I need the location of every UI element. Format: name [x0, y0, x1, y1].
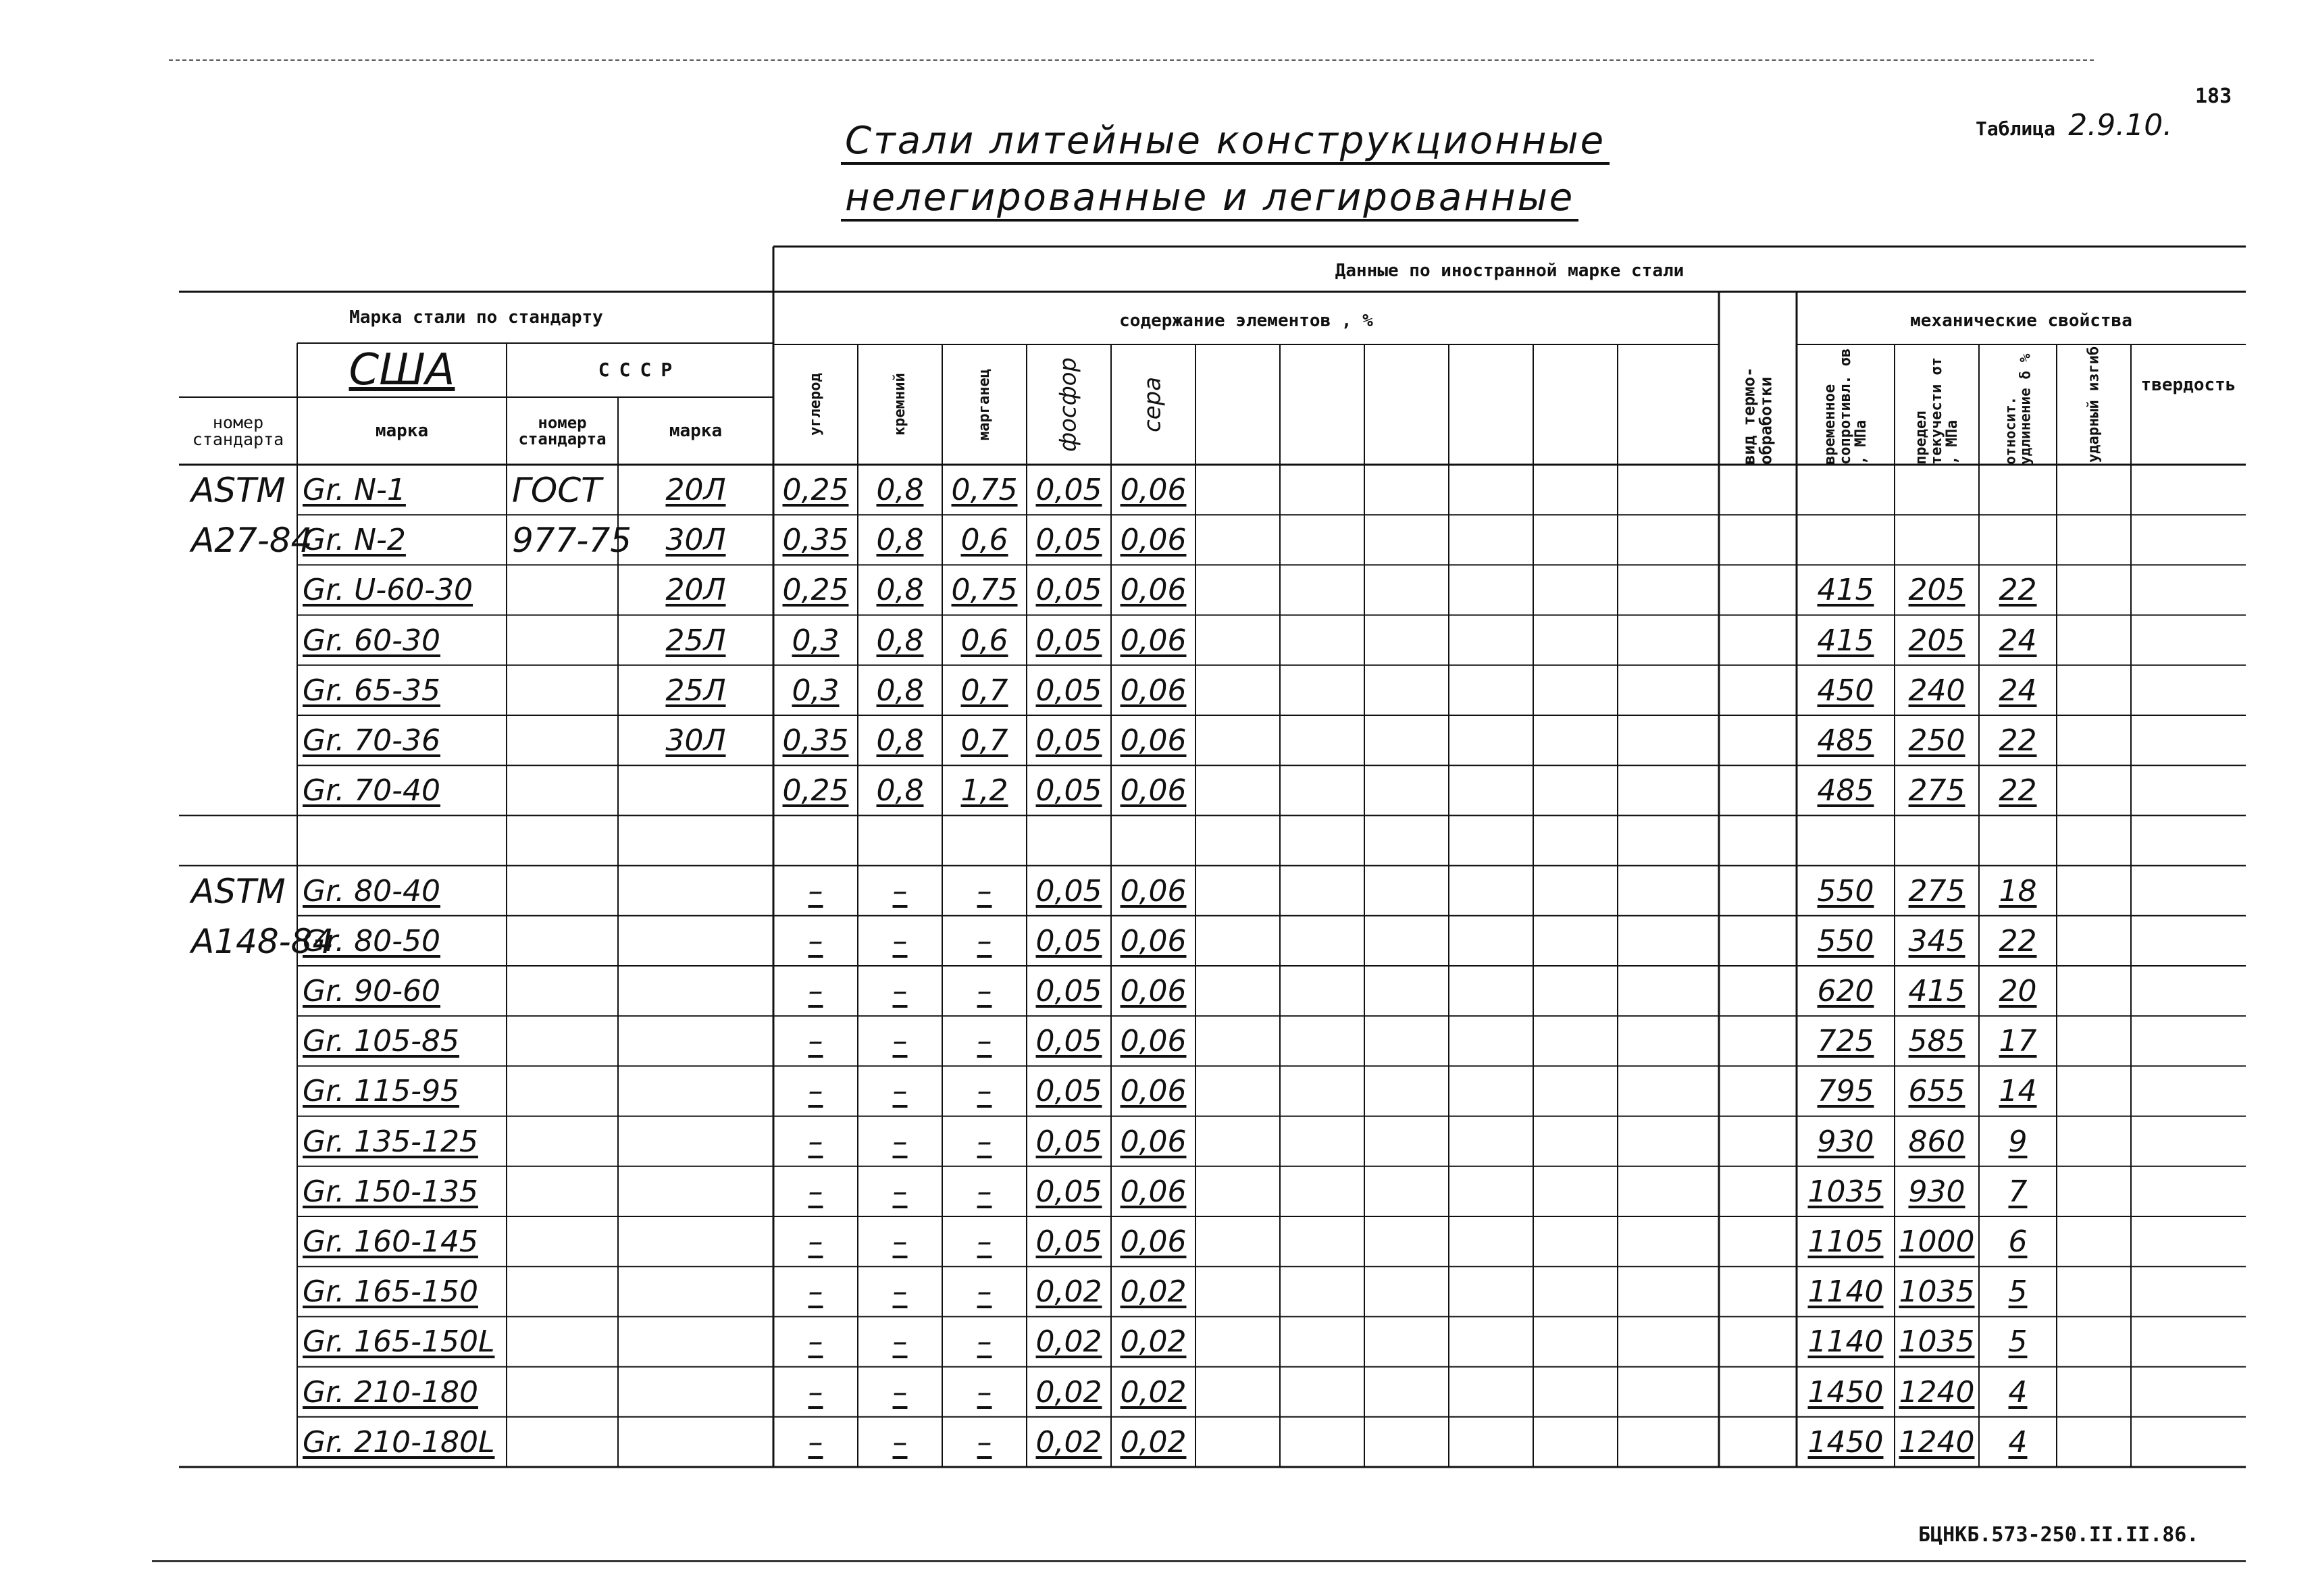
cell-std-number: [179, 768, 297, 814]
cell-silicon: –: [892, 1174, 908, 1209]
cell-ussr-grade: [618, 869, 773, 915]
cell-manganese: 0,75: [951, 573, 1018, 608]
cell-carbon: 0,3: [792, 623, 840, 658]
header-yield: предел текучести σт , МПа: [1912, 357, 1961, 465]
header-usa: США: [349, 345, 455, 395]
cell-carbon: 0,3: [792, 673, 840, 708]
cell-yield-strength: 1240: [1899, 1424, 1975, 1460]
cell-std-number: [179, 668, 297, 714]
cell-carbon: –: [808, 873, 823, 908]
cell-manganese: –: [977, 1074, 992, 1109]
cell-tensile-strength: [1797, 467, 1895, 513]
header-composition: содержание элементов , %: [1119, 311, 1373, 331]
cell-yield-strength: [1895, 818, 1979, 864]
cell-elongation: 22: [1999, 723, 2037, 758]
cell-tensile-strength: 930: [1817, 1124, 1874, 1159]
header-element-phosphorus: фосфор: [1054, 357, 1082, 453]
cell-tensile-strength: 485: [1817, 723, 1874, 758]
cell-std-number: [179, 1069, 297, 1114]
document-code: БЦНКБ.573-250.II.II.86.: [1918, 1523, 2199, 1547]
cell-s-sulfur: 0,06: [1120, 773, 1187, 808]
cell-elongation: 6: [2008, 1225, 2028, 1260]
cell-manganese: –: [977, 974, 992, 1009]
cell-s-sulfur: 0,06: [1120, 873, 1187, 908]
header-element-carbon: углерод: [806, 373, 824, 436]
cell-ussr-grade: 25Л: [665, 673, 726, 708]
cell-std-number: [179, 1019, 297, 1064]
cell-std-number: [179, 818, 297, 864]
table-ref-number: 2.9.10.: [2068, 108, 2173, 143]
cell-yield-strength: [1895, 517, 1979, 563]
cell-phosphorus: 0,02: [1035, 1324, 1102, 1360]
cell-carbon: –: [808, 1374, 823, 1410]
cell-grade: Gr. 70-36: [303, 723, 440, 758]
cell-tensile-strength: 1035: [1807, 1174, 1884, 1209]
cell-manganese: 0,6: [960, 623, 1008, 658]
cell-ussr-grade: [618, 1370, 773, 1416]
cell-yield-strength: 275: [1908, 873, 1965, 908]
header-element-manganese: марганец: [975, 369, 993, 440]
cell-phosphorus: 0,05: [1035, 1024, 1102, 1059]
cell-ussr-std-number: 977-75: [512, 521, 632, 561]
cell-elongation: 18: [1999, 873, 2037, 908]
cell-yield-strength: 205: [1908, 573, 1965, 608]
cell-silicon: –: [892, 1324, 908, 1360]
cell-phosphorus: 0,05: [1035, 473, 1102, 508]
cell-grade: Gr. 165-150L: [303, 1324, 495, 1360]
cell-yield-strength: 1035: [1899, 1324, 1975, 1360]
cell-carbon: –: [808, 1324, 823, 1360]
cell-ussr-std-number: [507, 768, 618, 814]
header-steel-grade-by-standard: Марка стали по стандарту: [349, 307, 603, 328]
cell-elongation: 9: [2008, 1124, 2028, 1159]
cell-elongation: 4: [2008, 1374, 2028, 1410]
cell-s-sulfur: 0,06: [1120, 1225, 1187, 1260]
cell-manganese: [942, 818, 1027, 864]
cell-std-number: [179, 718, 297, 764]
cell-silicon: –: [892, 1374, 908, 1410]
header-grade: марка: [375, 421, 429, 441]
cell-manganese: –: [977, 1275, 992, 1310]
cell-s-sulfur: 0,02: [1120, 1424, 1187, 1460]
cell-ussr-grade: 25Л: [665, 623, 726, 658]
cell-phosphorus: 0,05: [1035, 573, 1102, 608]
cell-silicon: –: [892, 923, 908, 958]
cell-s-sulfur: 0,06: [1120, 473, 1187, 508]
cell-ussr-std-number: [507, 618, 618, 664]
cell-s-sulfur: 0,06: [1120, 1024, 1187, 1059]
cell-std-number: [179, 1420, 297, 1466]
cell-silicon: –: [892, 1424, 908, 1460]
cell-yield-strength: 205: [1908, 623, 1965, 658]
cell-ussr-grade: [618, 1019, 773, 1064]
cell-ussr-std-number: [507, 1019, 618, 1064]
cell-tensile-strength: 550: [1817, 923, 1874, 958]
cell-manganese: 1,2: [960, 773, 1008, 808]
cell-tensile-strength: [1797, 517, 1895, 563]
cell-phosphorus: 0,05: [1035, 673, 1102, 708]
cell-ussr-std-number: [507, 869, 618, 915]
cell-phosphorus: 0,05: [1035, 923, 1102, 958]
cell-ussr-grade: [618, 1169, 773, 1215]
cell-yield-strength: 930: [1908, 1174, 1965, 1209]
cell-s-sulfur: 0,06: [1120, 1074, 1187, 1109]
cell-elongation: 24: [1999, 673, 2037, 708]
cell-elongation: 22: [1999, 573, 2037, 608]
cell-s-sulfur: 0,02: [1120, 1275, 1187, 1310]
cell-grade: Gr. 150-135: [303, 1174, 478, 1209]
header-std-number: [179, 397, 297, 465]
cell-elongation: 24: [1999, 623, 2037, 658]
cell-s-sulfur: 0,02: [1120, 1374, 1187, 1410]
cell-phosphorus: 0,05: [1035, 1225, 1102, 1260]
cell-grade: Gr. 105-85: [303, 1024, 459, 1059]
cell-elongation: [1979, 818, 2057, 864]
cell-phosphorus: 0,02: [1035, 1374, 1102, 1410]
cell-phosphorus: 0,05: [1035, 974, 1102, 1009]
cell-grade: Gr. N-2: [303, 523, 406, 558]
cell-std-number: [179, 1169, 297, 1215]
cell-phosphorus: 0,02: [1035, 1275, 1102, 1310]
cell-ussr-grade: [618, 768, 773, 814]
cell-grade: Gr. 210-180L: [303, 1424, 495, 1460]
cell-silicon: 0,8: [876, 673, 924, 708]
cell-yield-strength: 415: [1908, 974, 1965, 1009]
cell-manganese: –: [977, 1124, 992, 1159]
header-ussr-std-number-text: номер стандарта: [518, 413, 607, 448]
cell-tensile-strength: 1450: [1807, 1424, 1884, 1460]
cell-yield-strength: 275: [1908, 773, 1965, 808]
cell-s-sulfur: 0,06: [1120, 974, 1187, 1009]
header-element-silicon: кремний: [891, 373, 908, 436]
cell-tensile-strength: 1140: [1807, 1324, 1884, 1360]
cell-grade: Gr. 80-50: [303, 923, 440, 958]
cell-ussr-std-number: [507, 1370, 618, 1416]
cell-elongation: 7: [2008, 1174, 2028, 1209]
cell-carbon: –: [808, 974, 823, 1009]
cell-std-number: A27-84: [191, 521, 313, 561]
cell-carbon: –: [808, 1024, 823, 1059]
cell-tensile-strength: 485: [1817, 773, 1874, 808]
cell-grade: Gr. U-60-30: [303, 573, 473, 608]
cell-ussr-grade: [618, 1119, 773, 1165]
cell-manganese: –: [977, 923, 992, 958]
cell-silicon: –: [892, 1024, 908, 1059]
cell-s-sulfur: [1111, 818, 1195, 864]
cell-elongation: 5: [2008, 1275, 2028, 1310]
cell-ussr-grade: [618, 1069, 773, 1114]
page-number: 183: [2195, 84, 2232, 108]
cell-silicon: 0,8: [876, 723, 924, 758]
cell-ussr-std-number: [507, 668, 618, 714]
cell-ussr-std-number: [507, 1269, 618, 1315]
cell-manganese: –: [977, 1174, 992, 1209]
cell-carbon: –: [808, 1174, 823, 1209]
cell-manganese: 0,75: [951, 473, 1018, 508]
cell-ussr-std-number: [507, 969, 618, 1014]
cell-grade: Gr. 160-145: [303, 1225, 478, 1260]
cell-ussr-std-number: ГОСТ: [512, 471, 602, 511]
header-ussr-std-number: [507, 397, 618, 465]
cell-carbon: 0,35: [782, 723, 849, 758]
cell-ussr-std-number: [507, 1319, 618, 1365]
cell-silicon: –: [892, 1074, 908, 1109]
cell-manganese: 0,7: [960, 673, 1008, 708]
cell-elongation: [1979, 467, 2057, 513]
cell-carbon: –: [808, 1424, 823, 1460]
cell-grade: Gr. 115-95: [303, 1074, 459, 1109]
cell-yield-strength: 860: [1908, 1124, 1965, 1159]
cell-ussr-grade: 20Л: [665, 473, 726, 508]
header-elongation: относит. удлинение δ %: [2002, 353, 2034, 465]
cell-yield-strength: 585: [1908, 1024, 1965, 1059]
cell-elongation: 22: [1999, 773, 2037, 808]
cell-tensile-strength: 1140: [1807, 1275, 1884, 1310]
cell-tensile-strength: 550: [1817, 873, 1874, 908]
cell-std-number: [179, 969, 297, 1014]
cell-elongation: 4: [2008, 1424, 2028, 1460]
cell-silicon: 0,8: [876, 473, 924, 508]
cell-phosphorus: [1027, 818, 1111, 864]
cell-carbon: 0,35: [782, 523, 849, 558]
cell-manganese: –: [977, 1374, 992, 1410]
cell-carbon: –: [808, 923, 823, 958]
cell-std-number: [179, 1319, 297, 1365]
cell-ussr-std-number: [507, 1169, 618, 1215]
cell-ussr-std-number: [507, 718, 618, 764]
cell-s-sulfur: 0,02: [1120, 1324, 1187, 1360]
cell-std-number: A148-84: [191, 921, 334, 961]
header-ussr: СССР: [598, 359, 682, 381]
cell-yield-strength: 1035: [1899, 1275, 1975, 1310]
cell-phosphorus: 0,05: [1035, 873, 1102, 908]
cell-ussr-grade: [618, 1219, 773, 1265]
cell-ussr-grade: [618, 1319, 773, 1365]
cell-ussr-std-number: [507, 1420, 618, 1466]
header-impact: ударный изгиб: [2085, 346, 2103, 463]
cell-yield-strength: 345: [1908, 923, 1965, 958]
cell-phosphorus: 0,02: [1035, 1424, 1102, 1460]
title-line-2: нелегированные и легированные: [841, 177, 1578, 222]
cell-s-sulfur: 0,06: [1120, 723, 1187, 758]
cell-ussr-std-number: [507, 1219, 618, 1265]
cell-tensile-strength: 620: [1817, 974, 1874, 1009]
cell-silicon: –: [892, 1275, 908, 1310]
cell-ussr-grade: [618, 919, 773, 964]
header-heat-treatment: вид термо-обработки: [1739, 367, 1776, 465]
cell-phosphorus: 0,05: [1035, 1074, 1102, 1109]
cell-ussr-grade: [618, 969, 773, 1014]
cell-ussr-grade: [618, 1269, 773, 1315]
cell-silicon: 0,8: [876, 773, 924, 808]
cell-carbon: –: [808, 1225, 823, 1260]
cell-ussr-grade: [618, 1420, 773, 1466]
cell-phosphorus: 0,05: [1035, 773, 1102, 808]
header-tensile: временное сопротивл. σв , МПа: [1821, 348, 1870, 465]
cell-grade: Gr. 60-30: [303, 623, 440, 658]
cell-tensile-strength: 725: [1817, 1024, 1874, 1059]
cell-ussr-std-number: [507, 1069, 618, 1114]
cell-std-number: ASTM: [191, 471, 286, 511]
cell-carbon: [773, 818, 858, 864]
header-std-number-text: номер стандарта: [192, 413, 284, 449]
cell-std-number: ASTM: [191, 871, 286, 911]
cell-ussr-std-number: [507, 818, 618, 864]
cell-elongation: 20: [1999, 974, 2037, 1009]
cell-std-number: [179, 1370, 297, 1416]
header-foreign-data: Данные по иностранной марке стали: [1335, 261, 1685, 281]
cell-grade: [297, 818, 507, 864]
cell-manganese: –: [977, 1324, 992, 1360]
cell-silicon: 0,8: [876, 523, 924, 558]
cell-tensile-strength: 415: [1817, 623, 1874, 658]
cell-tensile-strength: 415: [1817, 573, 1874, 608]
cell-silicon: 0,8: [876, 623, 924, 658]
cell-yield-strength: 1000: [1899, 1225, 1975, 1260]
cell-tensile-strength: 795: [1817, 1074, 1874, 1109]
title-line-1: Стали литейные конструкционные: [841, 120, 1610, 165]
cell-grade: Gr. 65-35: [303, 673, 440, 708]
cell-s-sulfur: 0,06: [1120, 523, 1187, 558]
header-hardness: твердость: [2140, 375, 2236, 395]
cell-ussr-grade: 30Л: [665, 723, 726, 758]
header-mech-props: механические свойства: [1910, 311, 2132, 331]
cell-tensile-strength: 450: [1817, 673, 1874, 708]
cell-elongation: 22: [1999, 923, 2037, 958]
cell-silicon: –: [892, 1225, 908, 1260]
cell-manganese: 0,7: [960, 723, 1008, 758]
cell-phosphorus: 0,05: [1035, 1124, 1102, 1159]
cell-s-sulfur: 0,06: [1120, 573, 1187, 608]
cell-manganese: –: [977, 1225, 992, 1260]
cell-silicon: [858, 818, 942, 864]
cell-s-sulfur: 0,06: [1120, 1174, 1187, 1209]
cell-s-sulfur: 0,06: [1120, 623, 1187, 658]
cell-carbon: 0,25: [782, 473, 849, 508]
header-ussr-grade: марка: [669, 421, 723, 441]
cell-carbon: –: [808, 1124, 823, 1159]
cell-std-number: [179, 1269, 297, 1315]
cell-ussr-grade: 30Л: [665, 523, 726, 558]
cell-silicon: –: [892, 1124, 908, 1159]
cell-phosphorus: 0,05: [1035, 623, 1102, 658]
cell-carbon: 0,25: [782, 573, 849, 608]
cell-yield-strength: [1895, 467, 1979, 513]
cell-silicon: 0,8: [876, 573, 924, 608]
cell-carbon: –: [808, 1275, 823, 1310]
cell-yield-strength: 250: [1908, 723, 1965, 758]
cell-ussr-std-number: [507, 567, 618, 613]
table-ref-label: Таблица: [1976, 118, 2056, 140]
cell-grade: Gr. 210-180: [303, 1374, 478, 1410]
cell-grade: Gr. 165-150: [303, 1275, 478, 1310]
cell-grade: Gr. 135-125: [303, 1124, 478, 1159]
cell-phosphorus: 0,05: [1035, 1174, 1102, 1209]
cell-manganese: –: [977, 1024, 992, 1059]
cell-phosphorus: 0,05: [1035, 523, 1102, 558]
cell-tensile-strength: 1450: [1807, 1374, 1884, 1410]
cell-s-sulfur: 0,06: [1120, 1124, 1187, 1159]
header-element-sulfur: сера: [1139, 376, 1166, 433]
cell-grade: Gr. 70-40: [303, 773, 440, 808]
cell-ussr-std-number: [507, 919, 618, 964]
cell-manganese: –: [977, 873, 992, 908]
cell-yield-strength: 655: [1908, 1074, 1965, 1109]
cell-elongation: [1979, 517, 2057, 563]
cell-yield-strength: 240: [1908, 673, 1965, 708]
cell-grade: Gr. N-1: [303, 473, 406, 508]
cell-s-sulfur: 0,06: [1120, 923, 1187, 958]
cell-grade: Gr. 80-40: [303, 873, 440, 908]
cell-yield-strength: 1240: [1899, 1374, 1975, 1410]
cell-manganese: 0,6: [960, 523, 1008, 558]
cell-ussr-std-number: [507, 1119, 618, 1165]
cell-elongation: 5: [2008, 1324, 2028, 1360]
cell-silicon: –: [892, 974, 908, 1009]
cell-silicon: –: [892, 873, 908, 908]
cell-ussr-grade: [618, 818, 773, 864]
cell-elongation: 14: [1999, 1074, 2037, 1109]
cell-elongation: 17: [1999, 1024, 2037, 1059]
cell-std-number: [179, 1119, 297, 1165]
cell-manganese: –: [977, 1424, 992, 1460]
cell-carbon: –: [808, 1074, 823, 1109]
cell-std-number: [179, 618, 297, 664]
cell-tensile-strength: [1797, 818, 1895, 864]
cell-std-number: [179, 567, 297, 613]
cell-grade: Gr. 90-60: [303, 974, 440, 1009]
cell-carbon: 0,25: [782, 773, 849, 808]
cell-std-number: [179, 1219, 297, 1265]
cell-phosphorus: 0,05: [1035, 723, 1102, 758]
cell-ussr-grade: 20Л: [665, 573, 726, 608]
cell-s-sulfur: 0,06: [1120, 673, 1187, 708]
cell-tensile-strength: 1105: [1807, 1225, 1884, 1260]
